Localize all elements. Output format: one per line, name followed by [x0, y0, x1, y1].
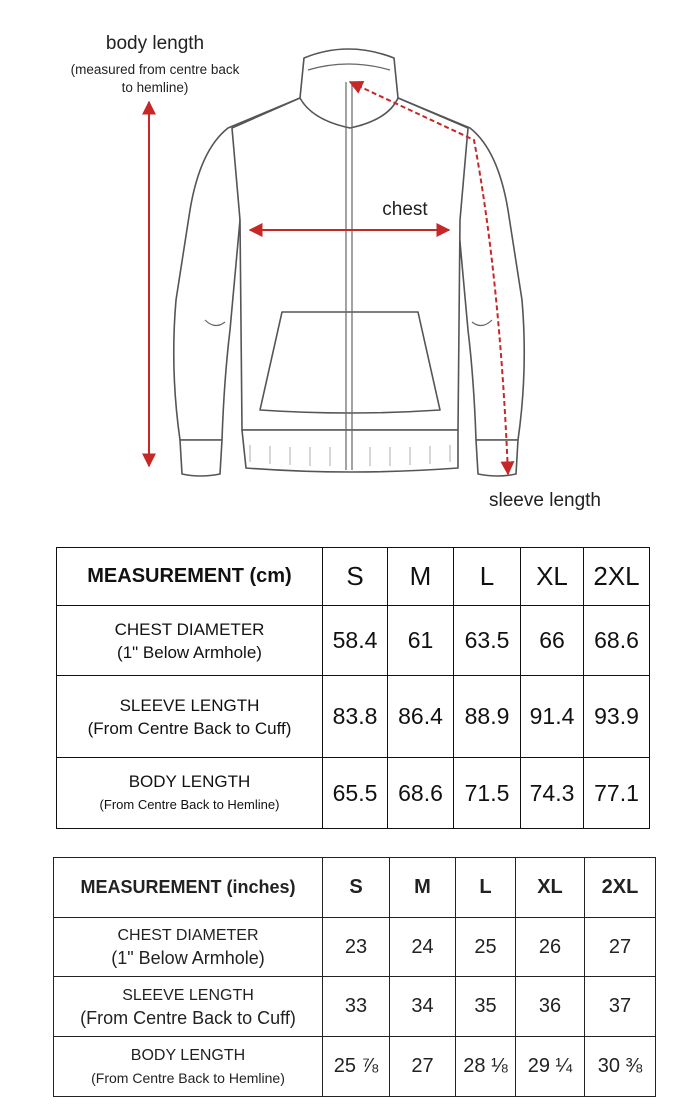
row-label [57, 758, 323, 829]
table-cell: 91.4 [521, 676, 584, 758]
table-cell: 66 [521, 606, 584, 676]
chest-label: chest [382, 199, 428, 220]
row-label [57, 606, 323, 676]
table-cell: 28 ⅛ [456, 1037, 516, 1097]
table-cell: 71.5 [454, 758, 521, 829]
size-header: M [390, 858, 456, 918]
table-cell: 27 [390, 1037, 456, 1097]
table-row [57, 606, 650, 676]
table-cell: 65.5 [323, 758, 388, 829]
size-table-inches [53, 857, 656, 1097]
left-cuff [180, 440, 222, 476]
size-header: XL [516, 858, 585, 918]
row-label-title: BODY LENGTH [130, 1046, 246, 1064]
row-label-sub: (1" Below Armhole) [117, 642, 262, 662]
table-cell: 77.1 [584, 758, 650, 829]
size-table-cm [56, 547, 650, 829]
size-header: XL [521, 548, 584, 606]
table-cell: 37 [585, 977, 656, 1037]
jacket-diagram [0, 0, 700, 520]
body-length-label: body length [105, 33, 205, 54]
measurement-header: MEASUREMENT (cm) [57, 548, 323, 606]
row-label-title: SLEEVE LENGTH [122, 986, 254, 1004]
row-label [54, 977, 323, 1037]
table-cell: 61 [388, 606, 454, 676]
size-header: S [323, 548, 388, 606]
table-cell: 29 ¼ [516, 1037, 585, 1097]
row-label [54, 1037, 323, 1097]
table-cell: 68.6 [584, 606, 650, 676]
table-cell: 74.3 [521, 758, 584, 829]
table-cell: 34 [390, 977, 456, 1037]
right-cuff [476, 440, 518, 476]
row-label-title: CHEST DIAMETER [117, 927, 259, 944]
size-header: 2XL [585, 858, 656, 918]
table-cell: 86.4 [388, 676, 454, 758]
row-label-sub: (From Centre Back to Hemline) [99, 797, 280, 812]
row-label-title: SLEEVE LENGTH [119, 695, 260, 715]
table-cell: 88.9 [454, 676, 521, 758]
table-row [57, 758, 650, 829]
table-row [54, 977, 656, 1037]
row-label [57, 676, 323, 758]
table-row [54, 1037, 656, 1097]
table-cell: 36 [516, 977, 585, 1037]
table-cell: 63.5 [454, 606, 521, 676]
row-label-sub: (From Centre Back to Cuff) [80, 1007, 296, 1028]
table-cell: 27 [585, 918, 656, 977]
row-label-title: BODY LENGTH [128, 772, 251, 791]
table-cell: 35 [456, 977, 516, 1037]
size-header: 2XL [584, 548, 650, 606]
table-cell: 68.6 [388, 758, 454, 829]
table-cell: 25 ⅞ [323, 1037, 390, 1097]
table-cell: 24 [390, 918, 456, 977]
table-cell: 58.4 [323, 606, 388, 676]
hem-band [242, 430, 458, 472]
sleeve-length-label: sleeve length [489, 490, 601, 511]
size-header: L [456, 858, 516, 918]
table-cell: 93.9 [584, 676, 650, 758]
table-cell: 23 [323, 918, 390, 977]
size-header: M [388, 548, 454, 606]
size-header: L [454, 548, 521, 606]
row-label-title: CHEST DIAMETER [114, 619, 265, 639]
body-length-note-line2: to hemline) [121, 80, 189, 95]
table-cell: 26 [516, 918, 585, 977]
table-cell: 83.8 [323, 676, 388, 758]
table-row [57, 676, 650, 758]
size-header: S [323, 858, 390, 918]
table-cell: 33 [323, 977, 390, 1037]
row-label-sub: (From Centre Back to Cuff) [87, 718, 292, 738]
table-row [54, 918, 656, 977]
row-label-sub: (From Centre Back to Hemline) [91, 1069, 285, 1086]
row-label-sub: (1" Below Armhole) [111, 948, 265, 968]
table-cell: 25 [456, 918, 516, 977]
table-header-row [54, 858, 656, 918]
table-header-row [57, 548, 650, 606]
body-length-note-line1: (measured from centre back [70, 62, 240, 77]
table-cell: 30 ⅜ [585, 1037, 656, 1097]
row-label [54, 918, 323, 977]
body-length-note [55, 61, 255, 97]
measurement-header: MEASUREMENT (inches) [54, 858, 323, 918]
